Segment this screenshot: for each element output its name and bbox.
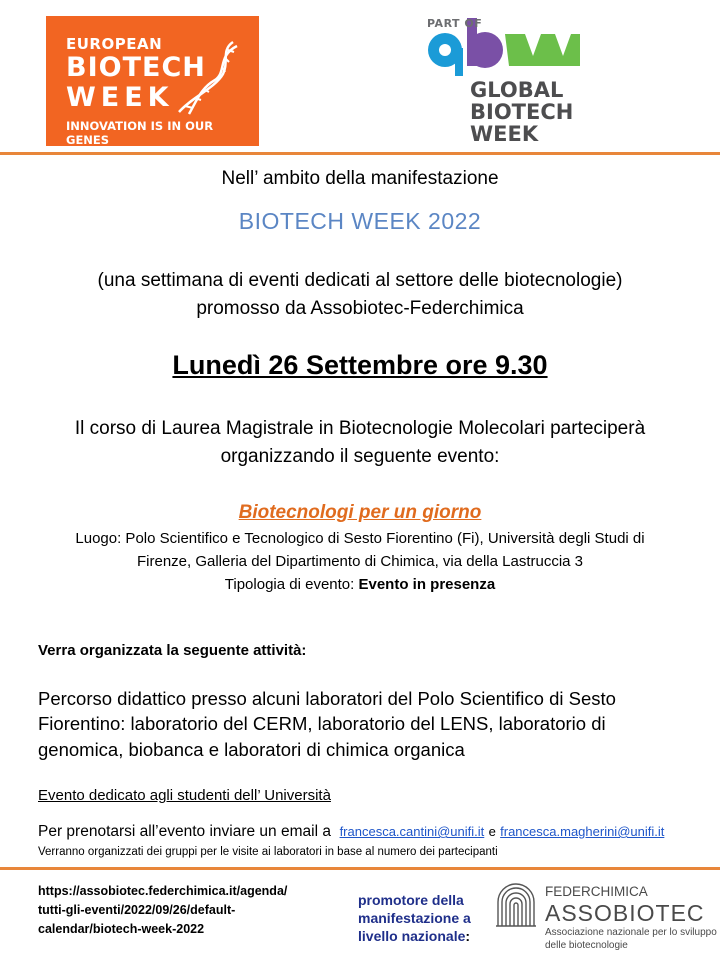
event-title	[0, 502, 720, 524]
promoter-line3: livello nazionale	[358, 928, 466, 944]
email-and: e	[488, 824, 496, 839]
dna-helix-icon	[171, 38, 241, 116]
assobiotec-subtitle-line2: delle biotecnologie	[545, 940, 628, 951]
email-link-cantini[interactable]: francesca.cantini@unifi.it	[339, 824, 485, 839]
event-url[interactable]	[38, 882, 358, 939]
ebw-logo-line3: WEEK	[66, 82, 174, 113]
gbw-part-of: PART OF	[427, 17, 483, 30]
european-biotech-week-logo	[46, 16, 259, 146]
promoter-colon: :	[465, 928, 471, 944]
assobiotec-name: ASSOBIOTEC	[545, 900, 705, 926]
email-link-magherini[interactable]: francesca.magherini@unifi.it	[500, 824, 665, 839]
event-url-line1: https://assobiotec.federchimica.it/agenda/	[38, 884, 288, 898]
activity-heading: Verra organizzata la seguente attività:	[38, 642, 307, 659]
federchimica-name: FEDERCHIMICA	[545, 884, 648, 899]
event-title-text: Biotecnologi per un giorno	[238, 502, 482, 523]
event-type	[0, 576, 720, 593]
promoter-line3-wrap	[358, 927, 498, 945]
activity-line3: genomica, biobanca e laboratori di chimica organica	[38, 739, 465, 760]
promoter-label	[358, 891, 498, 945]
booking-line	[38, 823, 664, 841]
description-line1: (una settimana di eventi dedicati al settore delle biotecnologie)	[97, 270, 623, 291]
course-line2: organizzando il seguente evento:	[220, 446, 500, 467]
ebw-logo-line2: BIOTECH	[66, 52, 206, 83]
promoter-line1: promotore della	[358, 892, 464, 908]
booking-text: Per prenotarsi all’evento inviare un email a	[38, 823, 331, 840]
gbw-logo-line3: WEEK	[470, 122, 539, 146]
event-name: BIOTECH WEEK 2022	[238, 208, 482, 234]
description-line2: promosso da Assobiotec-Federchimica	[196, 298, 524, 319]
event-url-line2: tutti-gli-eventi/2022/09/26/default-	[38, 903, 236, 917]
event-url-line3: calendar/biotech-week-2022	[38, 922, 205, 936]
groups-note: Verranno organizzati dei gruppi per le visite ai laboratori in base al numero dei partecipanti	[38, 846, 498, 858]
ebw-logo-line1: EUROPEAN	[66, 35, 163, 53]
event-date-text: Lunedì 26 Settembre ore 9.30	[172, 350, 548, 380]
activity-line1: Percorso didattico presso alcuni laboratori del Polo Scientifico di Sesto	[38, 688, 616, 709]
footer-divider	[0, 867, 720, 870]
event-type-label: Tipologia di evento:	[224, 576, 359, 593]
federchimica-logo-icon	[494, 882, 538, 928]
event-date	[0, 350, 720, 381]
course-line1: Il corso di Laurea Magistrale in Biotecnologie Molecolari parteciperà	[74, 418, 646, 439]
dedicated-note: Evento dedicato agli studenti dell’ Università	[38, 787, 331, 804]
intro-text: Nell’ ambito della manifestazione	[221, 168, 499, 189]
ebw-logo-tagline: INNOVATION IS IN OUR GENES	[66, 119, 214, 147]
location-line1: Luogo: Polo Scientifico e Tecnologico di Sesto Fiorentino (Fi), Università degli Studi di	[75, 530, 645, 547]
location-line2: Firenze, Galleria del Dipartimento di Chimica, via della Lastruccia 3	[136, 553, 584, 570]
gbw-logo-line1: GLOBAL	[470, 78, 564, 102]
activity-line2: Fiorentino: laboratorio del CERM, laboratorio del LENS, laboratorio di	[38, 713, 606, 734]
promoter-line2: manifestazione a	[358, 910, 471, 926]
gbw-logo-line2: BIOTECH	[470, 100, 574, 124]
assobiotec-subtitle-line1: Associazione nazionale per lo sviluppo	[545, 927, 717, 938]
header-divider	[0, 152, 720, 155]
event-type-value: Evento in presenza	[358, 576, 496, 593]
